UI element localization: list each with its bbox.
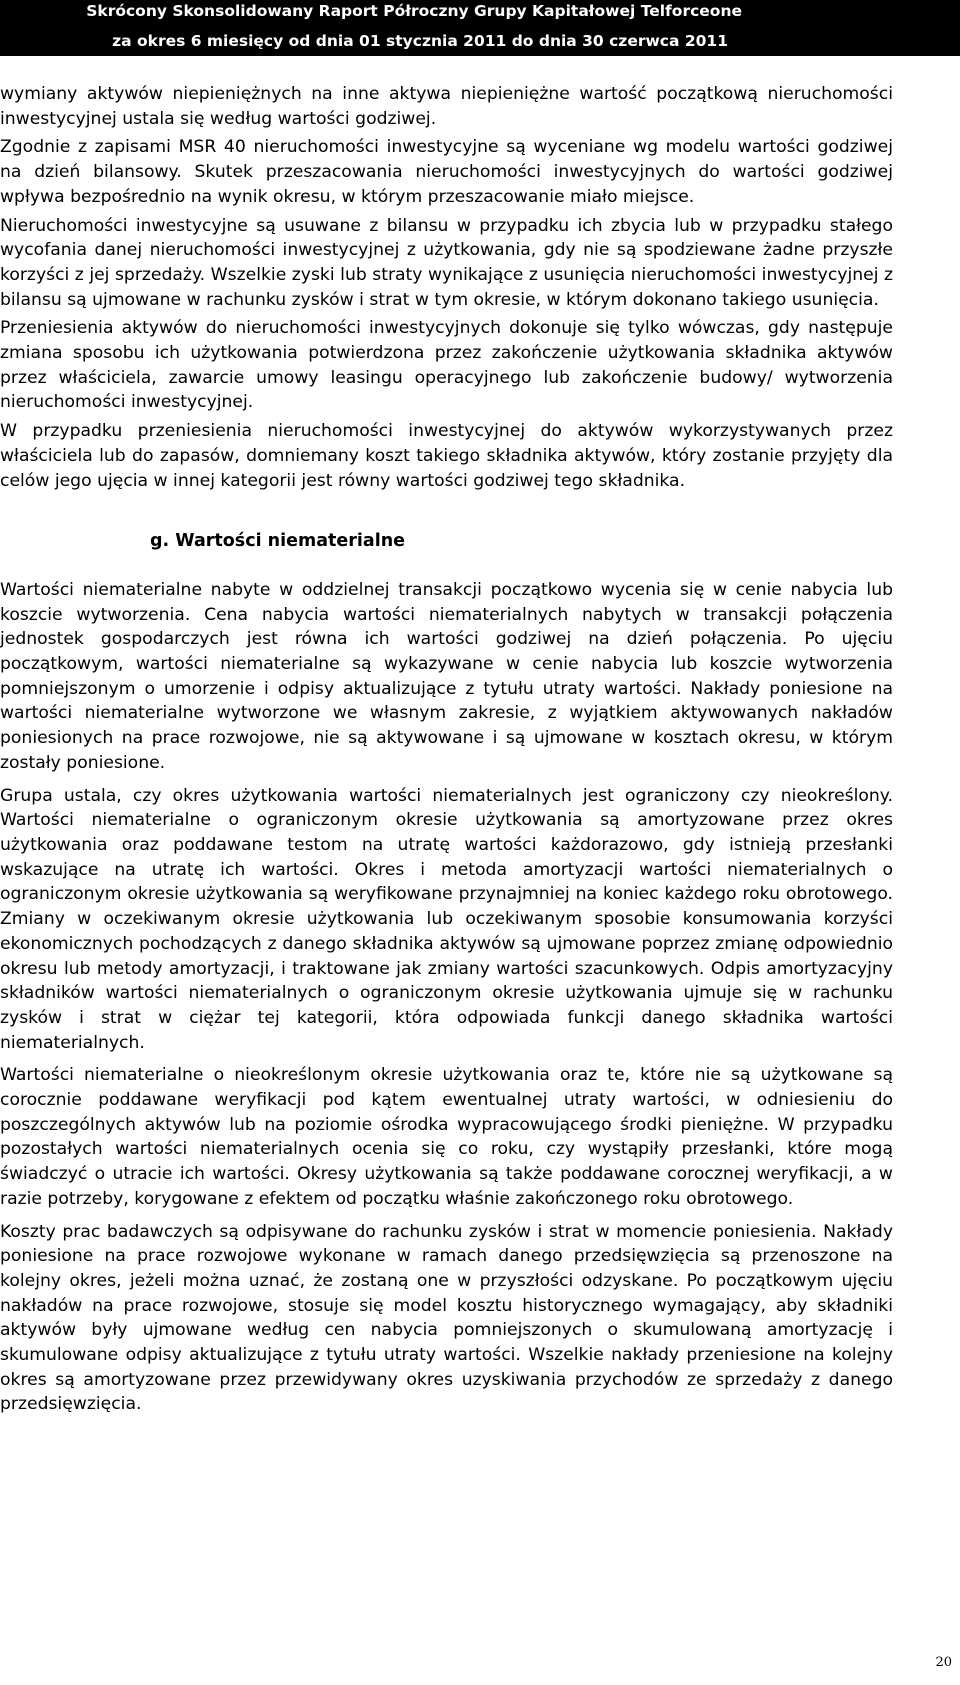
paragraph: Zgodnie z zapisami MSR 40 nieruchomości inwestycyjne są wyceniane wg modelu wartości godziwej na dzień bilansowy. Skutek przeszacowania nieruchomości inwestycyjnych do wartości godziwej wpływa bezpośrednio na wynik okresu, w którym przeszacowanie miało miejsce. <box>0 137 893 207</box>
paragraph: Wartości niematerialne nabyte w oddzielnej transakcji początkowo wycenia się w cenie nabycia lub koszcie wytworzenia. Cena nabycia wartości niematerialnych nabytych w transakcji połączenia jednostek gospodarczych jest równa ich wartości godziwej na dzień połączenia. Po ujęciu początkowym, wartości niematerialne są wykazywane w cenie nabycia lub koszcie wytworzenia pomniejszonym o umorzenie i odpisy aktualizujące z tytułu utraty wartości. Nakłady poniesione na wartości niematerialne wytworzone we własnym zakresie, z wyjątkiem aktywowanych nakładów poniesionych na prace rozwojowe, nie są aktywowane i są ujmowane w kosztach okresu, w którym zostały poniesione. <box>0 579 893 773</box>
section-heading: g. Wartości niematerialne <box>150 531 406 552</box>
paragraph: Wartości niematerialne o nieokreślonym okresie użytkowania oraz te, które nie są użytkowane są corocznie poddawane weryfikacji pod kątem ewentualnej utraty wartości, w odniesieniu do poszczególnych aktywów lub na poziomie ośrodka wypracowującego środki pieniężne. W przypadku pozostałych wartości niematerialnych ocenia się co roku, czy wystąpiły przesłanki, które mogą świadczyć o utracie ich wartości. Okresy użytkowania są także poddawane corocznej weryfikacji, a w razie potrzeby, korygowane z efektem od początku właśnie zakończonego roku obrotowego. <box>0 1065 893 1209</box>
paragraph: Koszty prac badawczych są odpisywane do rachunku zysków i strat w momencie poniesienia. Nakłady poniesione na prace rozwojowe wykonane w ramach danego przedsięwzięcia są przenoszone na kolejny okres, jeżeli można uznać, że zostaną one w przyszłości odzyskane. Po początkowym ujęciu nakładów na prace rozwojowe, stosuje się model kosztu historycznego wymagający, aby składniki aktywów były ujmowane według cen nabycia pomniejszonych o skumulowaną amortyzację i skumulowane odpisy aktualizujące z tytułu utraty wartości. Wszelkie nakłady przeniesione na kolejny okres są amortyzowane przez przewidywany okres uzyskiwania przychodów ze sprzedaży z danego przedsięwzięcia. <box>0 1221 893 1415</box>
paragraph: Nieruchomości inwestycyjne są usuwane z bilansu w przypadku ich zbycia lub w przypadku stałego wycofania danej nieruchomości inwestycyjnej z użytkowania, gdy nie są spodziewane żadne przyszłe korzyści z jej sprzedaży. Wszelkie zyski lub straty wynikające z usunięcia nieruchomości inwestycyjnej z bilansu są ujmowane w rachunku zysków i strat w tym okresie, w którym dokonano takiego usunięcia. <box>0 215 893 310</box>
document-body <box>0 82 893 1425</box>
paragraph: W przypadku przeniesienia nieruchomości inwestycyjnej do aktywów wykorzystywanych przez właściciela lub do zapasów, domniemany koszt takiego składnika aktywów, który zostanie przyjęty dla celów jego ujęcia w innej kategorii jest równy wartości godziwej tego składnika. <box>0 421 893 491</box>
report-period: za okres 6 miesięcy od dnia 01 stycznia 2011 do dnia 30 czerwca 2011 <box>112 32 728 50</box>
paragraph: wymiany aktywów niepieniężnych na inne aktywa niepieniężne wartość początkową nieruchomości inwestycyjnej ustala się według wartości godziwej. <box>0 84 893 129</box>
document-header <box>0 0 960 56</box>
paragraph: Grupa ustala, czy okres użytkowania wartości niematerialnych jest ograniczony czy nieokreślony. Wartości niematerialne o ograniczonym okresie użytkowania są amortyzowane przez okres użytkowania oraz poddawane testom na utratę wartości każdorazowo, gdy istnieją przesłanki wskazujące na utratę ich wartości. Okres i metoda amortyzacji wartości niematerialnych o ograniczonym okresie użytkowania są weryfikowane przynajmniej na koniec każdego roku obrotowego. Zmiany w oczekiwanym okresie użytkowania lub oczekiwanym sposobie konsumowania korzyści ekonomicznych pochodzących z danego składnika aktywów są ujmowane poprzez zmianę odpowiednio okresu lub metody amortyzacji, i traktowane jak zmiany wartości szacunkowych. Odpis amortyzacyjny składników wartości niematerialnych o ograniczonym okresie użytkowania ujmuje się w rachunku zysków i strat w ciężar tej kategorii, która odpowiada funkcji danego składnika wartości niematerialnych. <box>0 785 893 1053</box>
paragraph: Przeniesienia aktywów do nieruchomości inwestycyjnych dokonuje się tylko wówczas, gdy następuje zmiana sposobu ich użytkowania potwierdzona przez zakończenie użytkowania składnika aktywów przez właściciela, zawarcie umowy leasingu operacyjnego lub zakończenie budowy/ wytworzenia nieruchomości inwestycyjnej. <box>0 318 893 413</box>
report-title: Skrócony Skonsolidowany Raport Półroczny Grupy Kapitałowej Telforceone <box>86 2 742 20</box>
page-number: 20 <box>935 1655 952 1670</box>
